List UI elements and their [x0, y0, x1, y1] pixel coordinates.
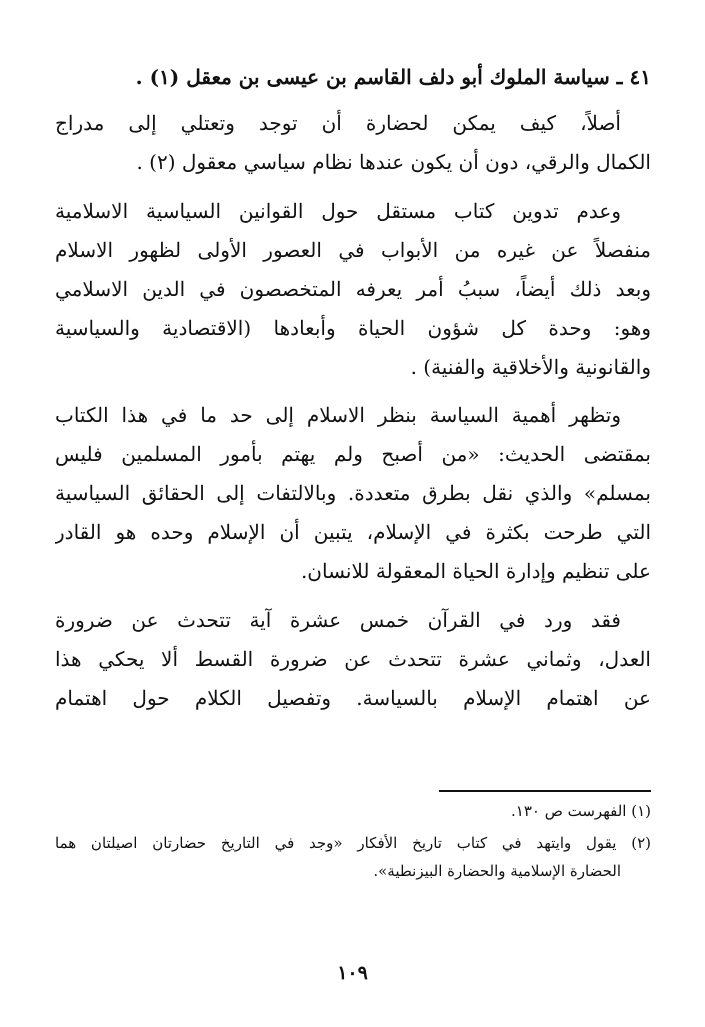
- text-line: التي طرحت بكثرة في الإسلام، يتبين أن الإسلام وحده هو القادر: [55, 520, 651, 544]
- text-line: العدل، وثماني عشرة تتحدث عن ضرورة القسط ألا يحكي هذا: [55, 647, 651, 671]
- footnote-2: (٢) يقول وايتهد في كتاب تاريخ الأفكار «وجد في التاريخ حضارتان اصيلتان هما: [55, 834, 651, 852]
- text-line: بمقتضى الحديث: «من أصبح ولم يهتم بأمور المسلمين فليس: [55, 442, 651, 466]
- text-line: منفصلاً عن غيره من الأبواب في العصور الأولى لظهور الاسلام: [55, 238, 651, 262]
- text-line: الكمال والرقي، دون أن يكون عندها نظام سياسي معقول (٢) .: [136, 150, 651, 174]
- text-line: فقد ورد في القرآن خمس عشرة آية تتحدث عن ضرورة: [55, 608, 621, 632]
- text-line: على تنظيم وإدارة الحياة المعقولة للانسان.: [300, 559, 651, 583]
- footnote-separator: [439, 790, 651, 792]
- footnote-2-continuation: الحضارة الإسلامية والحضارة البيزنطية».: [373, 862, 621, 880]
- section-heading: ٤١ ـ سياسة الملوك أبو دلف القاسم بن عيسى بن معقل (١) .: [135, 65, 651, 89]
- text-line: وعدم تدوين كتاب مستقل حول القوانين السياسية الاسلامية: [55, 199, 621, 223]
- text-line: والقانونية والأخلاقية والفنية) .: [410, 355, 651, 379]
- text-line: وتظهر أهمية السياسة بنظر الاسلام إلى حد ما في هذا الكتاب: [55, 403, 621, 427]
- text-line: وبعد ذلك أيضاً، سببُ أمر يعرفه المتخصصون في الدين الاسلامي: [55, 277, 651, 301]
- page-number: ١٠٩: [337, 962, 368, 984]
- text-line: أصلاً، كيف يمكن لحضارة أن توجد وتعتلي إلى مدراج: [55, 111, 621, 135]
- text-line: بمسلم» والذي نقل بطرق متعددة. وبالالتفات إلى الحقائق السياسية: [55, 481, 651, 505]
- text-line: عن اهتمام الإسلام بالسياسة. وتفصيل الكلام حول اهتمام: [55, 686, 651, 710]
- footnote-1: (١) الفهرست ص ١٣٠.: [511, 802, 651, 820]
- text-line: وهو: وحدة كل شؤون الحياة وأبعادها (الاقتصادية والسياسية: [55, 316, 651, 340]
